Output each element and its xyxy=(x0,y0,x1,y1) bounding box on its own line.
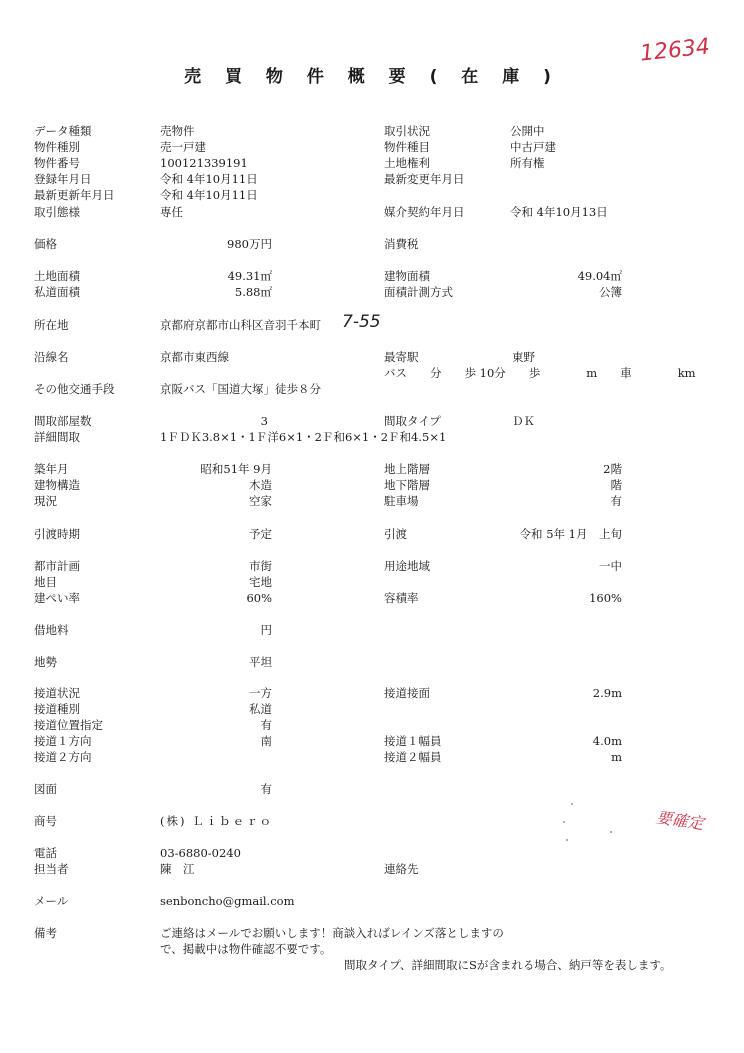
value-phone: 03-6880-0240 xyxy=(160,846,241,860)
value-property-item: 中古戸建 xyxy=(510,140,556,154)
value-land-right: 所有権 xyxy=(510,156,545,170)
label-structure: 建物構造 xyxy=(34,478,80,492)
label-location: 所在地 xyxy=(34,318,69,332)
label-registered: 登録年月日 xyxy=(34,172,92,186)
value-road1-width: 4.0m xyxy=(592,734,622,748)
value-zoning: 一中 xyxy=(599,559,622,573)
value-registered: 令和 4年10月11日 xyxy=(160,172,258,186)
label-road-status: 接道状況 xyxy=(34,686,80,700)
value-other-transport: 京阪バス「国道大塚」徒歩８分 xyxy=(160,382,321,396)
label-property-no: 物件番号 xyxy=(34,156,80,170)
value-terrain: 平坦 xyxy=(249,655,272,669)
label-mail: メール xyxy=(34,894,69,908)
value-road1-dir: 南 xyxy=(260,734,272,748)
value-road-status: 一方 xyxy=(249,686,272,700)
label-city-plan: 都市計画 xyxy=(34,559,80,573)
label-rooms: 間取部屋数 xyxy=(34,414,92,428)
value-built: 昭和51年 9月 xyxy=(200,462,272,476)
label-area-method: 面積計測方式 xyxy=(384,285,453,299)
label-terrain: 地勢 xyxy=(34,655,57,669)
label-property-item: 物件種目 xyxy=(384,140,430,154)
label-parking: 駐車場 xyxy=(384,494,419,508)
value-road2-width: m xyxy=(611,750,622,764)
value-land-category: 宅地 xyxy=(249,575,272,589)
value-far: 160% xyxy=(589,591,622,605)
value-data-type: 売物件 xyxy=(160,124,195,138)
label-layout-type: 間取タイプ xyxy=(384,414,441,428)
value-handover: 令和 5年 1月 上旬 xyxy=(519,527,622,541)
value-parking: 有 xyxy=(610,494,622,508)
label-layout-detail: 詳細間取 xyxy=(34,430,80,444)
label-deal-type: 取引態様 xyxy=(34,205,80,219)
value-layout-detail: 1ＦＤＫ3.8×1・1Ｆ洋6×1・2Ｆ和6×1・2Ｆ和4.5×1 xyxy=(160,430,447,444)
label-line: 沿線名 xyxy=(34,350,69,364)
label-land-right: 土地権利 xyxy=(384,156,430,170)
value-layout-type: ＤＫ xyxy=(512,414,535,428)
label-handover: 引渡 xyxy=(384,527,407,541)
value-road-type: 私道 xyxy=(249,702,272,716)
scan-speck xyxy=(563,821,565,823)
label-company: 商号 xyxy=(34,814,57,828)
label-changed: 最新変更年月日 xyxy=(384,172,465,186)
handwritten-number: 12634 xyxy=(638,34,712,67)
value-property-no: 100121339191 xyxy=(160,156,248,170)
label-phone: 電話 xyxy=(34,846,57,860)
label-lease: 借地料 xyxy=(34,623,69,637)
label-road1-width: 接道１幅員 xyxy=(384,734,442,748)
label-handover-time: 引渡時期 xyxy=(34,527,80,541)
scan-speck xyxy=(610,831,612,833)
label-road-frontage: 接道接面 xyxy=(384,686,430,700)
label-road2-width: 接道２幅員 xyxy=(384,750,442,764)
document-title: 売 買 物 件 概 要 ( 在 庫 ) xyxy=(184,67,560,87)
value-mail: senboncho@gmail.com xyxy=(160,894,295,908)
value-floors-below: 階 xyxy=(610,478,622,492)
transport-row: バス 分 歩 10分 歩 m 車 km xyxy=(384,366,696,380)
label-price: 価格 xyxy=(34,237,57,251)
value-land-area: 49.31㎡ xyxy=(227,269,272,283)
label-road-type: 接道種別 xyxy=(34,702,80,716)
label-far: 容積率 xyxy=(384,591,419,605)
value-city-plan: 市街 xyxy=(249,559,272,573)
value-building-area: 49.04㎡ xyxy=(577,269,622,283)
label-land-category: 地目 xyxy=(34,575,57,589)
label-private-road: 私道面積 xyxy=(34,285,80,299)
scan-speck xyxy=(571,803,573,805)
label-contact: 連絡先 xyxy=(384,862,419,876)
value-drawing: 有 xyxy=(260,782,272,796)
label-remarks: 備考 xyxy=(34,926,57,940)
value-person: 陳 江 xyxy=(160,862,195,876)
label-person: 担当者 xyxy=(34,862,69,876)
label-zoning: 用途地域 xyxy=(384,559,430,573)
value-remarks-line2: で、掲載中は物件確認不要です。 xyxy=(160,942,332,956)
value-location: 京都府京都市山科区音羽千本町 xyxy=(160,318,321,332)
handwritten-mark: 要確定 xyxy=(654,807,705,834)
value-price: 980万円 xyxy=(227,237,272,251)
value-contract-date: 令和 4年10月13日 xyxy=(510,205,608,219)
value-coverage: 60% xyxy=(246,591,272,605)
value-company: (株) Ｌｉｂｅｒｏ xyxy=(160,814,274,828)
label-other-transport: その他交通手段 xyxy=(34,382,115,396)
value-handover-time: 予定 xyxy=(249,527,272,541)
label-status: 現況 xyxy=(34,494,57,508)
value-line: 京都市東西線 xyxy=(160,350,229,364)
value-private-road: 5.88㎡ xyxy=(234,285,272,299)
value-lease: 円 xyxy=(260,623,272,637)
scan-speck xyxy=(566,839,568,841)
label-station: 最寄駅 xyxy=(384,350,419,364)
value-rooms: 3 xyxy=(260,414,268,428)
label-tax: 消費税 xyxy=(384,237,419,251)
value-remarks-line1: ご連絡はメールでお願いします！商談入ればレインズ落としますの xyxy=(160,926,504,940)
value-station: 東野 xyxy=(512,350,535,364)
label-updated: 最新更新年月日 xyxy=(34,188,115,202)
value-floors-above: 2階 xyxy=(603,462,622,476)
label-built: 築年月 xyxy=(34,462,69,476)
value-updated: 令和 4年10月11日 xyxy=(160,188,258,202)
value-property-type: 売一戸建 xyxy=(160,140,206,154)
value-road-frontage: 2.9m xyxy=(592,686,622,700)
label-data-type: データ種類 xyxy=(34,124,92,138)
value-area-method: 公簿 xyxy=(599,285,622,299)
label-floors-below: 地下階層 xyxy=(384,478,430,492)
label-floors-above: 地上階層 xyxy=(384,462,430,476)
label-land-area: 土地面積 xyxy=(34,269,80,283)
value-trade-status: 公開中 xyxy=(510,124,545,138)
label-contract-date: 媒介契約年月日 xyxy=(384,205,465,219)
label-property-type: 物件種別 xyxy=(34,140,80,154)
label-road2-dir: 接道２方向 xyxy=(34,750,92,764)
value-structure: 木造 xyxy=(249,478,272,492)
label-building-area: 建物面積 xyxy=(384,269,430,283)
label-road1-dir: 接道１方向 xyxy=(34,734,92,748)
value-deal-type: 専任 xyxy=(160,205,183,219)
label-road-designation: 接道位置指定 xyxy=(34,718,103,732)
footnote: 間取タイプ、詳細間取にSが含まれる場合、納戸等を表します。 xyxy=(344,958,672,972)
value-status: 空家 xyxy=(249,494,272,508)
value-road-designation: 有 xyxy=(260,718,272,732)
label-drawing: 図面 xyxy=(34,782,57,796)
label-coverage: 建ぺい率 xyxy=(34,591,80,605)
handwritten-address-suffix: 7-55 xyxy=(342,312,381,332)
label-trade-status: 取引状況 xyxy=(384,124,430,138)
